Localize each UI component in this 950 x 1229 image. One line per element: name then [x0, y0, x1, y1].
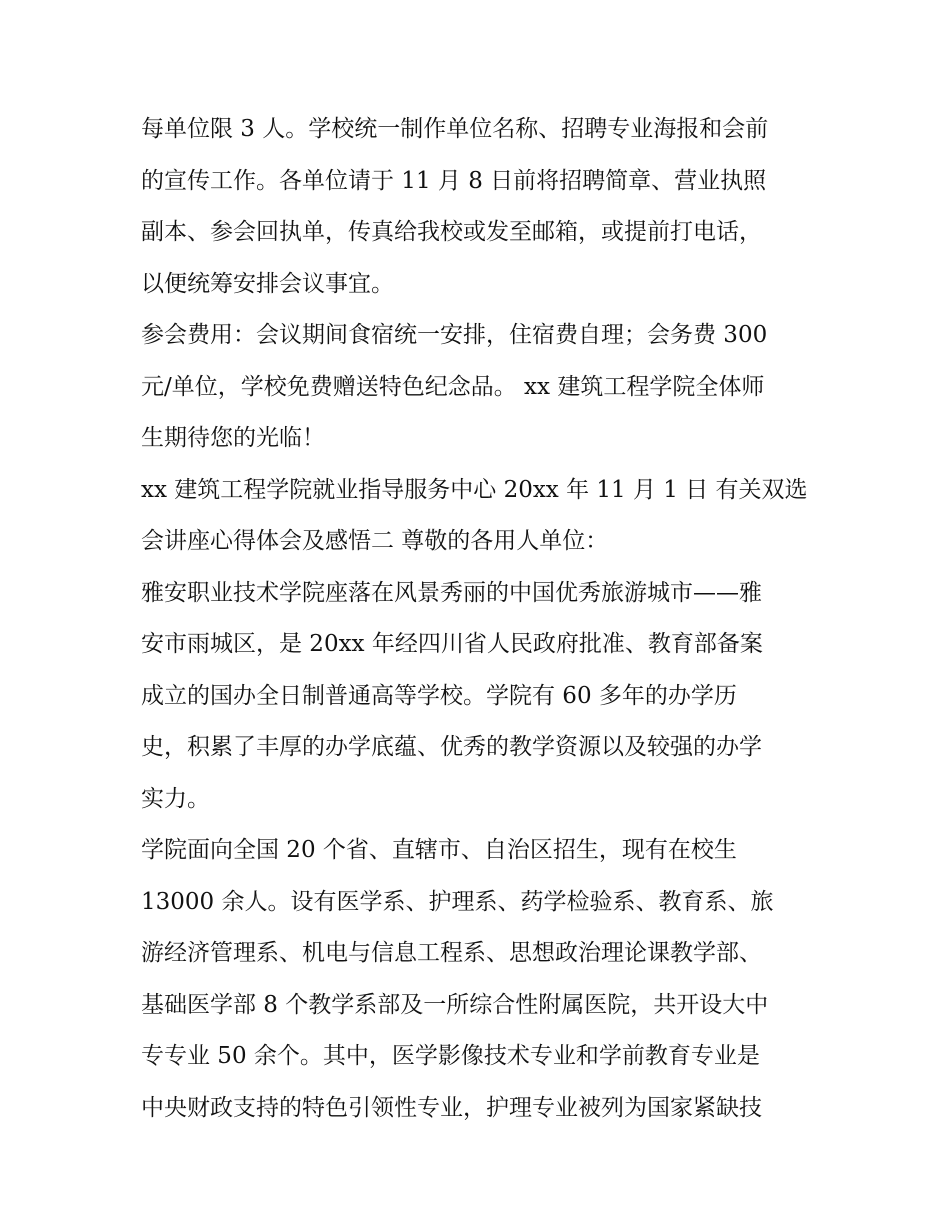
text-line: 专专业 50 余个。其中，医学影像技术专业和学前教育专业是: [141, 1043, 760, 1069]
text-line: 史，积累了丰厚的办学底蕴、优秀的教学资源以及较强的办学: [141, 734, 762, 760]
text-line: 雅安职业技术学院座落在风景秀丽的中国优秀旅游城市——雅: [141, 579, 762, 606]
text-line: 13000 余人。设有医学系、护理系、药学检验系、教育系、旅: [141, 888, 774, 915]
text-line: 以便统筹安排会议事宜。: [141, 270, 394, 297]
text-line: 会讲座心得体会及感悟二 尊敬的各用人单位：: [141, 528, 609, 554]
text-line: 中央财政支持的特色引领性专业，护理专业被列为国家紧缺技: [141, 1094, 762, 1121]
text-line: xx 建筑工程学院就业指导服务中心 20xx 年 11 月 1 日 有关双选: [141, 476, 808, 503]
text-line: 游经济管理系、机电与信息工程系、思想政治理论课教学部、: [141, 940, 762, 966]
text-line: 实力。: [141, 785, 210, 812]
text-line: 每单位限 3 人。学校统一制作单位名称、招聘专业海报和会前: [141, 116, 769, 142]
document-body: [141, 104, 821, 1134]
text-line: 的宣传工作。各单位请于 11 月 8 日前将招聘简章、营业执照: [141, 167, 767, 194]
text-line: 安市雨城区，是 20xx 年经四川省人民政府批准、教育部备案: [141, 631, 763, 657]
text-line: 学院面向全国 20 个省、直辖市、自治区招生，现有在校生: [141, 837, 737, 863]
text-line: 基础医学部 8 个教学系部及一所综合性附属医院，共开设大中: [141, 991, 769, 1018]
text-line: 成立的国办全日制普通高等学校。学院有 60 多年的办学历: [141, 682, 737, 709]
text-line: 参会费用：会议期间食宿统一安排，住宿费自理；会务费 300: [141, 322, 768, 348]
text-line: 元/单位，学校免费赠送特色纪念品。 xx 建筑工程学院全体师: [141, 373, 765, 400]
text-line: 副本、参会回执单，传真给我校或发至邮箱，或提前打电话，: [141, 219, 762, 245]
text-line: 生期待您的光临！: [141, 425, 325, 451]
